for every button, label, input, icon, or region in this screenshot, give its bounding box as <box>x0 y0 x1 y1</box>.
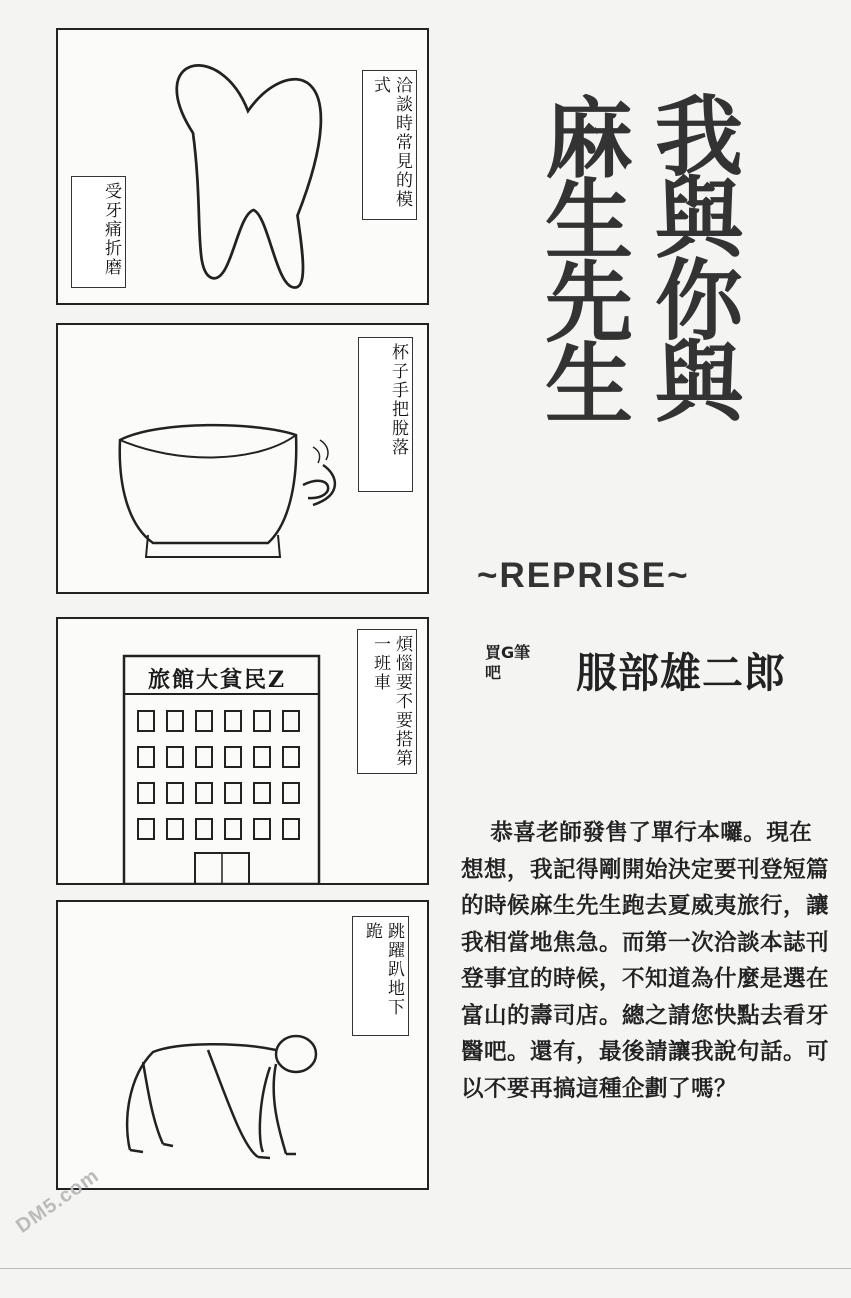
hotel-window <box>138 783 154 803</box>
hotel-window <box>196 819 212 839</box>
hotel-window <box>167 747 183 767</box>
hotel-window <box>254 819 270 839</box>
hotel-window <box>225 711 241 731</box>
hotel-window <box>283 783 299 803</box>
author-message: 恭喜老師發售了單行本囉。現在想想，我記得剛開始決定要刊登短篇的時候麻生先生跑去夏威夷旅行，讓我相當地焦急。而第一次洽談本誌刊登事宜的時候，不知道為什麼是選在富山的壽司店。總之請您快點去看牙醫吧。還有，最後請讓我說句話。可以不要再搞這種企劃了嗎？ <box>461 820 830 1102</box>
panel-note: 受牙痛折磨 <box>71 176 126 288</box>
subtitle: ~REPRISE~ <box>477 556 690 595</box>
hotel-window <box>138 747 154 767</box>
hotel-window <box>167 711 183 731</box>
hotel-window <box>254 711 270 731</box>
author-name: 服部雄二郎 <box>576 649 786 697</box>
comic-panel-hotel <box>56 617 429 885</box>
page-divider <box>0 1268 851 1269</box>
comic-panel-kneel <box>56 900 429 1190</box>
comic-panel-tooth <box>56 28 429 305</box>
hotel-window <box>283 819 299 839</box>
panel-caption: 洽談時常見的模式 <box>362 70 417 220</box>
hotel-window <box>196 711 212 731</box>
panel-caption: 煩惱要不要搭第一班車 <box>357 629 417 774</box>
hotel-window <box>225 783 241 803</box>
hotel-window <box>283 711 299 731</box>
hotel-window <box>196 783 212 803</box>
comic-panel-cup <box>56 323 429 594</box>
hotel-window <box>138 711 154 731</box>
hotel-window <box>225 747 241 767</box>
panel-caption: 杯子手把脫落 <box>358 337 413 492</box>
hotel-sign: 旅館大貧民Z <box>148 667 287 693</box>
hotel-window <box>254 783 270 803</box>
title-line-2: 麻生先生 <box>531 92 634 420</box>
pen-note: 買G筆吧 <box>485 643 531 682</box>
watermark: DM5.com <box>12 1164 104 1238</box>
hotel-window <box>138 819 154 839</box>
hotel-window <box>196 747 212 767</box>
panel-caption: 跳躍趴地下跪 <box>352 916 409 1036</box>
hotel-window <box>225 819 241 839</box>
title-line-1: 我與你與 <box>641 90 744 418</box>
hotel-window <box>254 747 270 767</box>
hotel-window <box>167 819 183 839</box>
hotel-window <box>283 747 299 767</box>
hotel-window <box>167 783 183 803</box>
